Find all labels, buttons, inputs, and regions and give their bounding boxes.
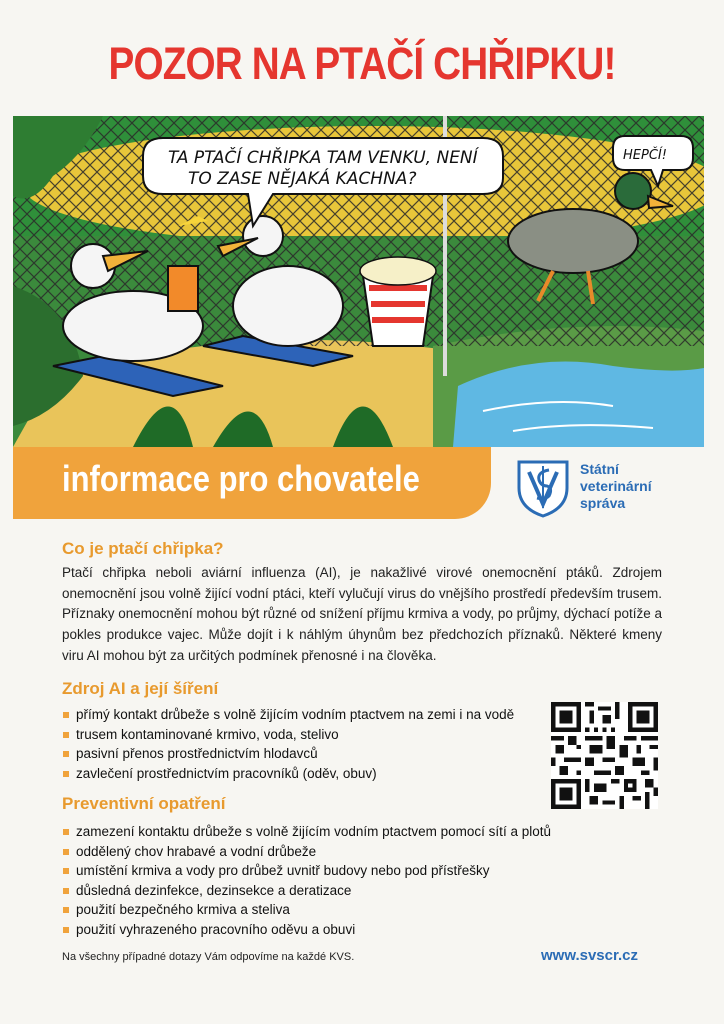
logo-line1: Státní [580,461,619,477]
section2-list [62,705,514,783]
footer-note: Na všechny případné dotazy Vám odpovíme na každé KVS. [62,951,355,963]
logo-line3: správa [580,495,626,511]
section2-heading: Zdroj AI a její šíření [62,679,219,698]
banner-label: informace pro chovatele [62,458,420,499]
footer-url-link[interactable]: www.svscr.cz [541,947,639,964]
list-item: použití vyhrazeného pracovního oděvu a obuvi [62,920,551,940]
logo-text [580,461,652,512]
list-item: oddělený chov hrabavé a vodní drůbeže [62,842,551,862]
list-item: důsledná dezinfekce, dezinsekce a deratizace [62,881,551,901]
qr-code[interactable] [551,702,658,809]
list-item: pasivní přenos prostřednictvím hlodavců [62,744,514,764]
section1-heading: Co je ptačí chřipka? [62,539,224,558]
speech-main-line1: TA PTAČÍ CHŘIPKA TAM VENKU, NENÍ [168,148,478,168]
list-item: umístění krmiva a vody pro drůbež uvnitř budovy nebo pod přístřešky [62,861,551,881]
list-item: přímý kontakt drůbeže s volně žijícím vodním ptactvem na zemi i na vodě [62,705,514,725]
logo-line2: veterinární [580,478,652,494]
section3-heading: Preventivní opatření [62,794,226,813]
list-item: zavlečení prostřednictvím pracovníků (oděv, obuv) [62,764,514,784]
list-item: trusem kontaminované krmivo, voda, stelivo [62,725,514,745]
page-title: POZOR NA PTAČÍ CHŘIPKU! [108,38,616,89]
section1-text: Ptačí chřipka neboli aviární influenza (AI), je nakažlivé virové onemocnění ptáků. Zdrojem onemocnění jsou volně žijící vodní ptáci, kteří vylučují virus do vnějšího prostředí především trusem. Příznaky onemocnění mohou být různé od snížení příjmu krmiva a vody, po průjmy, dýchací potíže a pokles produkce vajec. Může dojít i k náhlým úhynům bez předchozích příznaků. Některé kmeny viru AI mohou být za určitých podmínek přenosné i na člověka. [62,565,662,663]
list-item: použití bezpečného krmiva a steliva [62,900,551,920]
speech-duck: HEPČÍ! [623,148,667,163]
cartoon-illustration [13,116,704,447]
speech-main-line2: TO ZASE NĚJAKÁ KACHNA? [188,169,417,189]
list-item: zamezení kontaktu drůbeže s volně žijícím vodním ptactvem pomocí sítí a plotů [62,822,551,842]
svs-shield-icon [515,458,575,518]
section3-list [62,822,551,939]
